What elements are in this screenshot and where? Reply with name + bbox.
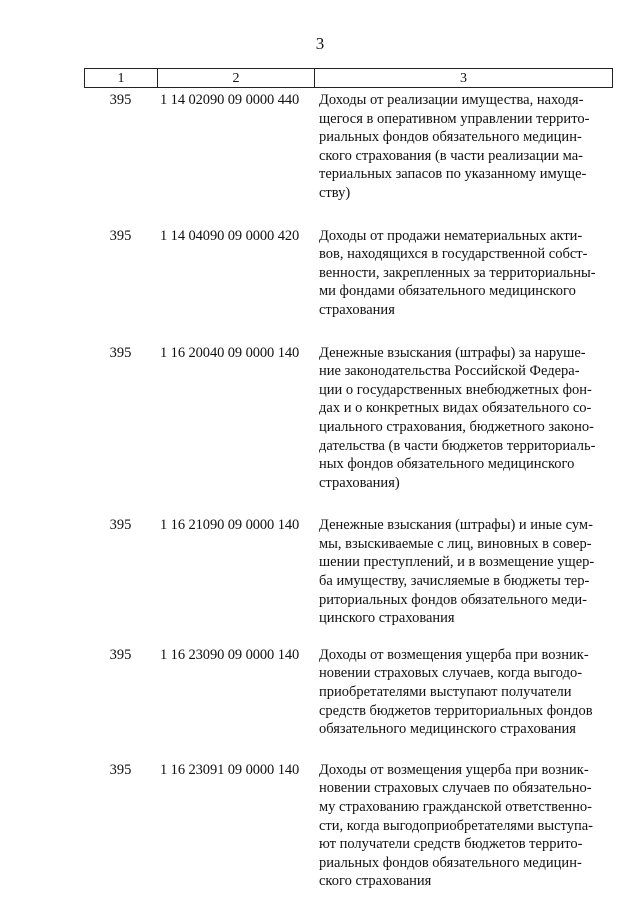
description-line: обязательного медицинского страхования [319, 721, 576, 738]
page-number: 3 [315, 34, 325, 53]
admin-code-cell: 395 [109, 517, 132, 534]
description-line: сти, когда выгодоприобретателями выступа- [319, 817, 593, 834]
description-cell [317, 516, 613, 628]
description-line: ных фондов обязательного медицинского [319, 456, 575, 473]
budget-code-cell: 1 14 04090 09 0000 420 [160, 227, 300, 244]
description-line: Доходы от возмещения ущерба при возник- [319, 761, 589, 778]
description-cell [317, 91, 613, 203]
description-line: ба имуществу, зачисляемые в бюджеты тер- [319, 573, 590, 590]
description-line: мы, взыскиваемые с лиц, виновных в совер- [319, 535, 592, 552]
description-line: Денежные взыскания (штрафы) за наруше- [319, 344, 586, 361]
description-line: риальных фондов обязательного медицин- [319, 129, 582, 146]
description-line: ют получатели средств бюджетов террито- [319, 836, 583, 853]
header-col-2: 2 [158, 69, 315, 87]
description-line: дательства (в части бюджетов территориаль- [319, 437, 596, 454]
description-line: ского страхования (в части реализации ма- [319, 147, 583, 164]
admin-code-cell: 395 [109, 227, 132, 244]
description-line: ции о государственных внебюджетных фон- [319, 381, 592, 398]
table-row [84, 516, 613, 628]
description-line: страхования [319, 301, 395, 318]
description-line: дах и о конкретных видах обязательного со- [319, 400, 592, 417]
table-header [84, 68, 613, 88]
table-row [84, 344, 613, 493]
description-cell [317, 227, 613, 320]
description-line: ского страхования [319, 873, 432, 890]
description-line: ми фондами обязательного медицинского [319, 283, 576, 300]
table-row [84, 761, 613, 891]
description-line: новении страховых случаев, когда выгодо- [319, 665, 583, 682]
description-line: риториальных фондов обязательного меди- [319, 591, 587, 608]
admin-code-cell: 395 [109, 92, 132, 108]
description-line: страхования) [319, 474, 400, 491]
description-line: Доходы от продажи нематериальных акти- [319, 227, 583, 244]
budget-code-cell: 1 16 23091 09 0000 140 [160, 761, 300, 778]
description-line: венности, закрепленных за территориальны- [319, 264, 596, 281]
description-line: териальных запасов по указанному имуще- [319, 166, 587, 183]
description-line: шении преступлений, и в возмещение ущер- [319, 554, 595, 571]
table-row [84, 91, 613, 203]
budget-code-cell: 1 14 02090 09 0000 440 [160, 92, 300, 108]
description-line: цинского страхования [319, 610, 455, 627]
admin-code-cell: 395 [109, 646, 132, 663]
admin-code-cell: 395 [109, 344, 132, 361]
description-line: новении страховых случаев по обязательно- [319, 780, 592, 797]
header-col-1: 1 [85, 69, 158, 87]
description-line: средств бюджетов территориальных фондов [319, 702, 593, 719]
description-line: Доходы от возмещения ущерба при возник- [319, 646, 589, 663]
description-line: Доходы от реализации имущества, находя- [319, 92, 584, 108]
description-cell [317, 761, 613, 891]
budget-code-cell: 1 16 21090 09 0000 140 [160, 517, 300, 534]
description-line: ние законодательства Российской Федера- [319, 363, 580, 380]
description-line: риальных фондов обязательного медицин- [319, 854, 582, 871]
description-line: му страхованию гражданской ответственно- [319, 799, 592, 815]
table-body [84, 88, 613, 891]
header-col-3: 3 [460, 71, 467, 86]
budget-code-cell: 1 16 23090 09 0000 140 [160, 646, 300, 663]
budget-code-cell: 1 16 20040 09 0000 140 [160, 344, 300, 361]
table-row [84, 227, 613, 320]
description-line: циального страхования, бюджетного законо- [319, 418, 594, 435]
description-line: Денежные взыскания (штрафы) и иные сум- [319, 517, 593, 534]
description-line: приобретателями выступают получатели [319, 684, 572, 701]
table-row [84, 646, 613, 739]
admin-code-cell: 395 [109, 761, 132, 778]
description-line: вов, находящихся в государственной собст- [319, 246, 588, 263]
description-line: ству) [319, 184, 351, 201]
description-line: щегося в оперативном управлении террито- [319, 110, 590, 127]
description-cell [317, 344, 613, 493]
description-cell [317, 646, 613, 739]
